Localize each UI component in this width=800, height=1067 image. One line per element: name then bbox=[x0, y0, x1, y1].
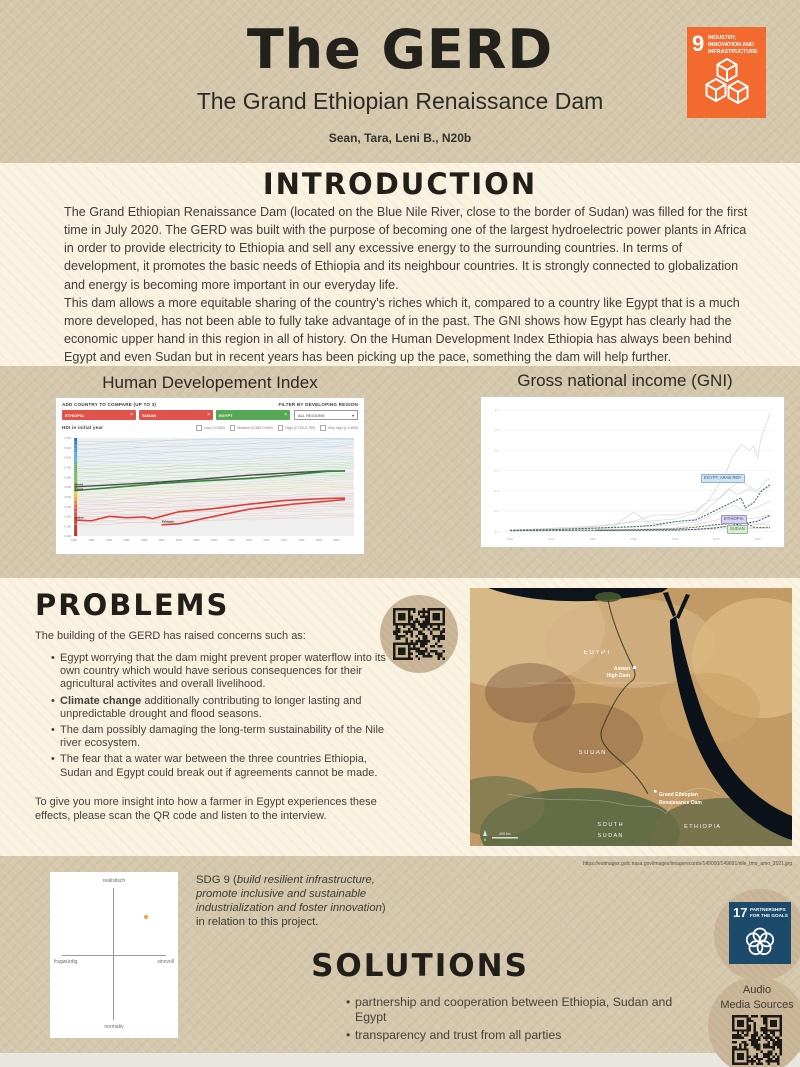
svg-text:0.680: 0.680 bbox=[64, 475, 72, 480]
interview-qr-circle bbox=[380, 595, 458, 673]
sdg9-icon bbox=[687, 27, 766, 118]
svg-text:2002: 2002 bbox=[175, 538, 183, 543]
map-label-egypt: E G Y P T bbox=[583, 650, 611, 656]
map-credit-url: https://eoimages.gsfc.nasa.gov/images/imagerecords/149000/149691/nile_tmo_amo_2021.jpg bbox=[582, 861, 792, 867]
gni-label-ethiopia: ETHIOPIA bbox=[721, 515, 747, 524]
gni-chart-title: Gross national income (GNI) bbox=[517, 371, 733, 390]
audio-label-1: Audio bbox=[742, 984, 772, 996]
map-label-aswan-2: High Dam bbox=[606, 673, 630, 679]
close-icon[interactable]: × bbox=[284, 412, 287, 418]
problem-item: • Climate change additionally contributing to longer lasting and unpredictable drought and flood seasons. bbox=[60, 695, 392, 721]
sdg9-note: SDG 9 (build resilient infrastructure, promote inclusive and sustainable industrialization and foster innovation) in relation to this project. bbox=[196, 874, 386, 929]
solution-item: • transparency and trust from all parties bbox=[355, 1028, 695, 1043]
problems-bullet-list bbox=[48, 652, 392, 783]
checkbox-icon[interactable] bbox=[278, 425, 284, 431]
problems-outro: To give you more insight into how a farmer in Egypt experiences these effects, please scan the QR code and listen to the interview. bbox=[35, 796, 377, 823]
sdg9-label: INDUSTRY, INNOVATION AND INFRASTRUCTURE bbox=[708, 35, 758, 55]
svg-text:0.6: 0.6 bbox=[494, 468, 499, 473]
hdi-chart-title: Human Developement Index bbox=[102, 373, 318, 392]
quadrant-data-point bbox=[144, 915, 148, 919]
svg-text:0.4: 0.4 bbox=[494, 488, 499, 493]
map-label-south-sudan-2: S U D A N bbox=[597, 833, 623, 839]
scale-label: 400 km bbox=[499, 832, 511, 836]
sdg17-icon bbox=[729, 902, 791, 964]
aswan-dam-marker bbox=[633, 666, 636, 669]
chip-label: ETHIOPIA bbox=[65, 412, 84, 418]
svg-text:1970: 1970 bbox=[547, 537, 555, 542]
map-label-sudan: S U D A N bbox=[578, 750, 606, 756]
map-label-gerd-1: Grand Ethiopian bbox=[659, 792, 698, 798]
quadrant-horizontal-axis bbox=[62, 955, 166, 956]
svg-text:0.520: 0.520 bbox=[64, 494, 72, 499]
hdi-line-chart bbox=[56, 435, 364, 554]
solutions-bullet-list bbox=[343, 995, 695, 1045]
map-label-south-sudan-1: S O U T H bbox=[597, 822, 623, 828]
map-label-ethiopia: E T H I O P I A bbox=[684, 824, 720, 830]
problems-heading: PROBLEMS bbox=[35, 588, 230, 622]
legend-item-low[interactable]: Low (<0.550) bbox=[196, 425, 225, 431]
region-filter-value: ALL REGIONS bbox=[298, 412, 325, 418]
audio-sources-circle bbox=[708, 977, 800, 1067]
svg-text:0.8: 0.8 bbox=[494, 448, 499, 453]
svg-text:0.0: 0.0 bbox=[494, 529, 499, 534]
svg-text:2018: 2018 bbox=[315, 538, 322, 543]
problem-item: • The fear that a water war between the three countries Ethiopia, Sudan and Egypt could break out if agreements cannot be made. bbox=[60, 753, 392, 779]
svg-text:1990: 1990 bbox=[630, 537, 638, 542]
sdg17-label: PARTNERSHIPS FOR THE GOALS bbox=[750, 907, 788, 918]
gerd-marker bbox=[654, 790, 657, 793]
svg-text:2006: 2006 bbox=[210, 538, 218, 543]
chevron-down-icon: ▾ bbox=[351, 412, 354, 418]
country-chip-egypt[interactable] bbox=[216, 410, 290, 420]
problem-item: • The dam possibly damaging the long-term sustainability of the Nile river ecosystem. bbox=[60, 724, 392, 750]
svg-text:1992: 1992 bbox=[88, 538, 95, 543]
sdg17-rings-icon bbox=[729, 902, 791, 964]
checkbox-icon[interactable] bbox=[230, 425, 236, 431]
svg-text:World: World bbox=[74, 482, 83, 487]
gni-label-egypt: EGYPT, ARAB REP. bbox=[701, 474, 745, 483]
sdg-quadrant-chart bbox=[50, 872, 178, 1038]
svg-text:2014: 2014 bbox=[280, 538, 287, 543]
legend-item-very-high[interactable]: Very high (≥ 0.800) bbox=[320, 425, 358, 431]
svg-text:2020: 2020 bbox=[333, 538, 340, 543]
bottom-edge-strip bbox=[0, 1053, 800, 1067]
svg-text:0.920: 0.920 bbox=[64, 445, 72, 450]
svg-text:0.760: 0.760 bbox=[64, 465, 72, 470]
svg-text:1990: 1990 bbox=[71, 538, 78, 543]
svg-text:Sudan: Sudan bbox=[74, 515, 84, 520]
quadrant-label-right: sinnvoll bbox=[157, 959, 174, 965]
hdi-filter-label: FILTER BY DEVELOPING REGION bbox=[278, 402, 358, 407]
legend-item-high[interactable]: High (0.700-0.799) bbox=[278, 425, 315, 431]
page-subtitle: The Grand Ethiopian Renaissance Dam bbox=[196, 88, 604, 114]
solution-item: • partnership and cooperation between Ethiopia, Sudan and Egypt bbox=[355, 995, 695, 1025]
svg-text:2010: 2010 bbox=[713, 537, 720, 542]
gni-chart-panel bbox=[480, 396, 785, 548]
quadrant-label-left: fragwürdig bbox=[54, 959, 78, 965]
svg-text:1.2: 1.2 bbox=[494, 408, 499, 413]
introduction-heading: INTRODUCTION bbox=[262, 167, 538, 201]
north-label: N bbox=[483, 838, 487, 842]
introduction-paragraph-1: The Grand Ethiopian Renaissance Dam (located on the Blue Nile River, close to the border of Sudan) was filled for the first time in July 2020. The GERD was built with the purpose of becoming one of the largest hydroelectric power plants in Africa in order to provide electricity to Ethiopia and sell any excessive energy to the surrounding countries. In terms of development, it promotes the basic needs of Ethiopia and its neighbour countries. It is strongly connected to globalization and energy is becoming more important in our everyday life. bbox=[64, 205, 748, 292]
sdg9-number: 9 bbox=[692, 31, 705, 56]
checkbox-icon[interactable] bbox=[196, 425, 202, 431]
map-label-aswan-1: Aswan bbox=[613, 666, 630, 672]
chip-label: EGYPT bbox=[219, 412, 233, 418]
hdi-add-country-label: ADD COUNTRY TO COMPARE (UP TO 3) bbox=[62, 402, 157, 407]
svg-text:Ethiopia: Ethiopia bbox=[162, 519, 174, 524]
svg-text:0.200: 0.200 bbox=[64, 534, 72, 539]
svg-text:0.440: 0.440 bbox=[64, 504, 72, 509]
svg-text:2012: 2012 bbox=[263, 538, 270, 543]
map-label-gerd-2: Renaissance Dam bbox=[659, 800, 702, 806]
svg-text:1994: 1994 bbox=[106, 538, 113, 543]
svg-text:0.280: 0.280 bbox=[64, 524, 72, 529]
close-icon[interactable]: × bbox=[130, 412, 133, 418]
svg-text:2020: 2020 bbox=[754, 537, 761, 542]
audio-label-2: Media Sources bbox=[720, 998, 794, 1011]
authors: Sean, Tara, Leni B., N20b bbox=[328, 131, 472, 145]
hdi-widget-panel bbox=[55, 397, 365, 555]
introduction-paragraph-2: This dam allows a more equitable sharing of the country's riches which it, compared to a country like Egypt that is a much more developed, has not been able to fully take advantage of in the past. The GNI shows how Egypt has clearly had the economic upper hand in this region in all of history. On the Human Development Index Ethiopia has always been behind Egypt and even Sudan but in recent years has been picking up the pace, something the dam will help further. bbox=[64, 295, 740, 364]
scale-bar bbox=[492, 837, 518, 839]
chip-label: SUDAN bbox=[142, 412, 157, 418]
interview-qr-code bbox=[393, 608, 445, 660]
region-filter-dropdown[interactable] bbox=[294, 410, 358, 420]
svg-text:2008: 2008 bbox=[228, 538, 235, 543]
svg-text:0.360: 0.360 bbox=[64, 514, 72, 519]
sdg17-number: 17 bbox=[733, 905, 748, 920]
hdi-y-axis-label: HDI in initial year bbox=[62, 425, 104, 431]
svg-text:1.0: 1.0 bbox=[494, 428, 499, 433]
svg-text:1960: 1960 bbox=[506, 537, 514, 542]
country-chip-ethiopia[interactable] bbox=[62, 410, 136, 420]
sdg17-circle bbox=[714, 889, 800, 981]
close-icon[interactable]: × bbox=[207, 412, 210, 418]
nile-satellite-map bbox=[470, 588, 792, 846]
svg-text:2000: 2000 bbox=[671, 537, 679, 542]
problem-item: • Egypt worrying that the dam might prevent proper waterflow into its own country which would have serious consequences for their agricultural activites and overall livelihood. bbox=[60, 652, 392, 692]
svg-text:0.2: 0.2 bbox=[494, 509, 499, 514]
problems-intro: The building of the GERD has raised concerns such as: bbox=[35, 630, 306, 642]
svg-text:1998: 1998 bbox=[140, 538, 148, 543]
quadrant-label-top: realistisch bbox=[102, 878, 126, 884]
introduction-text bbox=[64, 203, 756, 366]
page-title: The GERD bbox=[246, 18, 554, 81]
svg-text:0.600: 0.600 bbox=[64, 485, 72, 490]
gni-label-sudan: SUDAN bbox=[727, 525, 748, 534]
quadrant-label-bottom: normativ bbox=[104, 1024, 124, 1030]
svg-text:2010: 2010 bbox=[245, 538, 253, 543]
legend-item-medium[interactable]: Medium (0.550-0.699) bbox=[230, 425, 273, 431]
svg-text:2004: 2004 bbox=[193, 538, 200, 543]
quadrant-vertical-axis bbox=[113, 888, 114, 1020]
audio-sources-qr-code bbox=[732, 1015, 782, 1065]
svg-text:2016: 2016 bbox=[298, 538, 305, 543]
svg-text:1996: 1996 bbox=[123, 538, 130, 543]
svg-text:2000: 2000 bbox=[158, 538, 165, 543]
svg-text:1980: 1980 bbox=[589, 537, 596, 542]
country-chip-sudan[interactable] bbox=[139, 410, 213, 420]
checkbox-icon[interactable] bbox=[320, 425, 326, 431]
sdg9-cubes-icon bbox=[697, 55, 757, 113]
svg-text:0.840: 0.840 bbox=[64, 455, 72, 460]
svg-text:Egypt: Egypt bbox=[74, 487, 83, 492]
solutions-heading: SOLUTIONS bbox=[311, 948, 529, 984]
svg-text:1.000: 1.000 bbox=[64, 436, 72, 441]
